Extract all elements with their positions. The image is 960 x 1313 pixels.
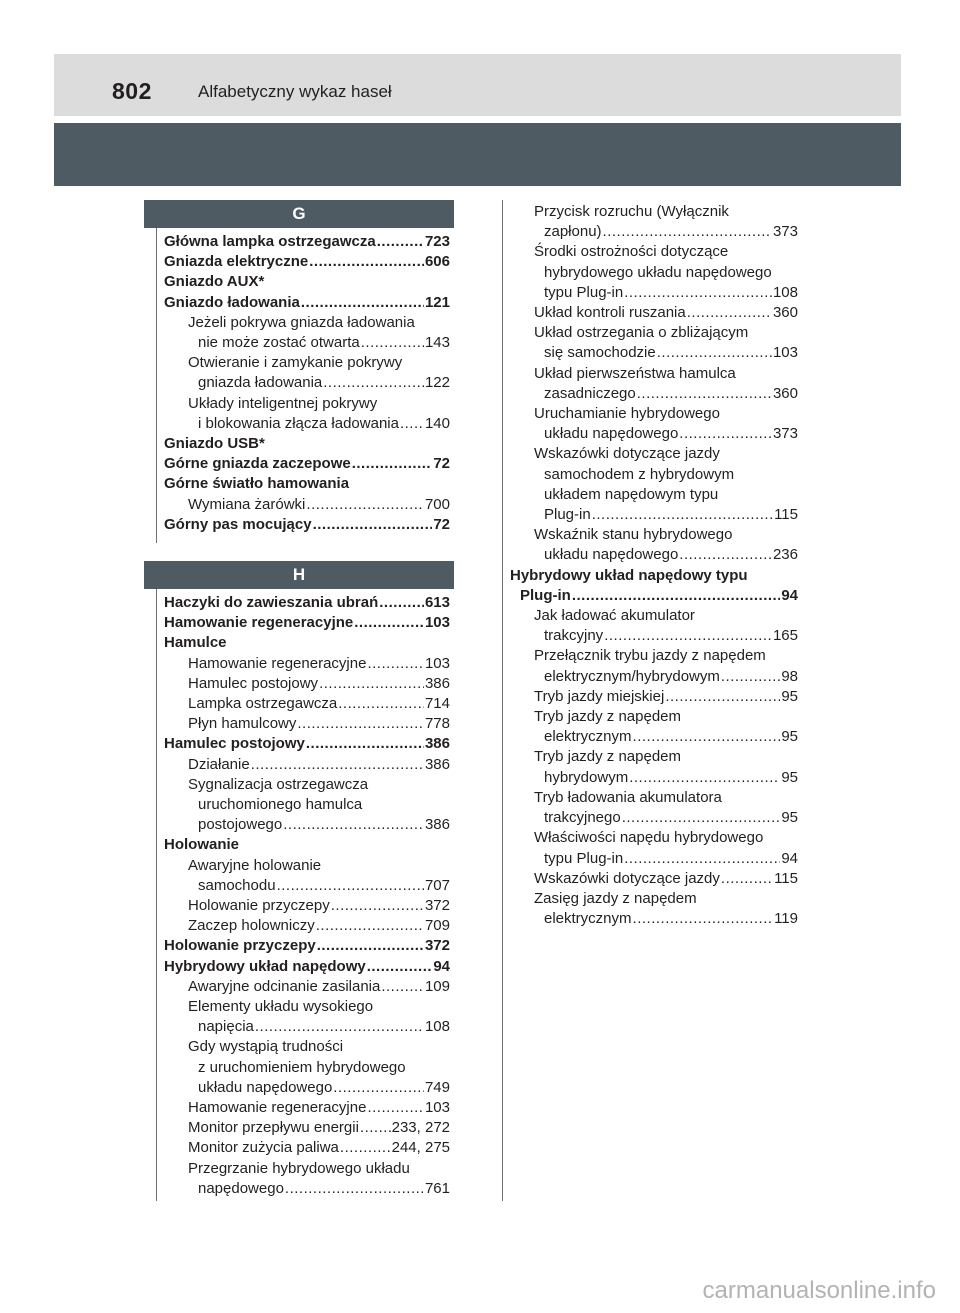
entry-text: Układ pierwszeństwa hamulca	[534, 364, 736, 382]
page-ref: 109	[424, 977, 450, 995]
index-entry	[510, 404, 798, 424]
page-ref: 95	[781, 728, 798, 746]
entry-text: Monitor przepływu energii	[188, 1119, 359, 1137]
entry-text: Otwieranie i zamykanie pokrywy	[188, 354, 403, 372]
entry-text: napięcia	[198, 1018, 254, 1036]
dot-leader	[665, 687, 780, 707]
index-entry	[510, 222, 798, 242]
page-ref: 778	[424, 715, 450, 733]
entry-text: Hamowanie regeneracyjne	[188, 1099, 367, 1117]
entry-text: elektrycznym	[544, 728, 632, 746]
entry-text: Tryb jazdy miejskiej	[534, 687, 665, 705]
index-entry	[164, 434, 450, 454]
entry-text: Hamulce	[164, 634, 227, 652]
column-divider	[502, 200, 503, 1201]
page-title: Alfabetyczny wykaz haseł	[198, 82, 392, 101]
entry-text: i blokowania złącza ładowania	[198, 414, 399, 432]
index-entry	[510, 626, 798, 646]
index-entry	[164, 654, 450, 674]
entry-text: Płyn hamulcowy	[188, 715, 297, 733]
entry-text: Monitor zużycia paliwa	[188, 1139, 339, 1157]
index-entry	[510, 384, 798, 404]
index-entry	[164, 997, 450, 1017]
page-ref: 723	[424, 233, 450, 250]
index-entry	[510, 747, 798, 767]
page-ref: 72	[433, 455, 450, 473]
entry-text: Gniazdo ładowania	[164, 293, 300, 311]
index-entry	[510, 586, 798, 606]
index-entry	[510, 283, 798, 303]
index-entry	[510, 646, 798, 666]
entry-text: samochodem z hybrydowym	[544, 465, 735, 483]
index-entry	[164, 1078, 450, 1098]
page-ref: 121	[424, 293, 450, 311]
entry-text: układu napędowego	[544, 425, 679, 443]
page-ref: 236	[772, 546, 798, 564]
entry-text: Jeżeli pokrywa gniazda ładowania	[188, 313, 415, 331]
dot-leader	[367, 654, 424, 674]
page-ref: 386	[424, 816, 450, 834]
index-entry	[164, 474, 450, 494]
entry-text: Przycisk rozruchu (Wyłącznik	[534, 203, 729, 220]
index-entry	[164, 414, 450, 434]
dot-leader	[301, 293, 424, 313]
index-entry	[164, 1138, 450, 1158]
index-entry	[510, 808, 798, 828]
entry-text: Środki ostrożności dotyczące	[534, 243, 729, 261]
index-column-g	[164, 232, 450, 535]
page-ref: 119	[774, 910, 798, 928]
index-entry	[510, 687, 798, 707]
entry-text: Plug-in	[520, 586, 571, 604]
entry-text: Górne gniazda zaczepowe	[164, 455, 351, 473]
page-ref: 94	[433, 957, 450, 975]
entry-text: Przełącznik trybu jazdy z napędem	[534, 647, 766, 665]
dot-leader	[283, 815, 424, 835]
dot-leader	[572, 586, 780, 606]
index-column-right	[510, 202, 798, 929]
index-entry	[164, 755, 450, 775]
dot-leader	[354, 613, 424, 633]
index-entry	[510, 323, 798, 343]
index-entry	[510, 545, 798, 565]
index-entry	[164, 1017, 450, 1037]
entry-text: układem napędowym typu	[544, 485, 719, 503]
index-entry	[164, 394, 450, 414]
dot-leader	[381, 977, 424, 997]
index-entry	[164, 957, 450, 977]
index-entry	[164, 593, 450, 613]
entry-text: Przegrzanie hybrydowego układu	[188, 1159, 410, 1177]
dot-leader	[319, 674, 424, 694]
index-entry	[164, 613, 450, 633]
entry-text: Hybrydowy układ napędowy	[164, 957, 366, 975]
page-ref: 714	[424, 695, 450, 713]
index-entry	[510, 869, 798, 889]
page-ref: 613	[424, 594, 450, 611]
index-entry	[164, 293, 450, 313]
page-ref: 98	[781, 667, 798, 685]
page-ref: 72	[433, 515, 450, 533]
dot-leader	[637, 384, 772, 404]
index-entry	[164, 876, 450, 896]
dot-leader	[624, 849, 780, 869]
entry-text: Hybrydowy układ napędowy typu	[510, 566, 748, 584]
entry-text: Gniazda elektryczne	[164, 253, 309, 271]
entry-text: Gniazdo USB*	[164, 435, 265, 453]
index-entry	[510, 768, 798, 788]
index-entry	[164, 252, 450, 272]
index-entry	[510, 909, 798, 929]
page-ref: 749	[424, 1078, 450, 1096]
page-ref: 700	[424, 495, 450, 513]
dot-leader	[679, 545, 772, 565]
entry-text: Jak ładować akumulator	[534, 607, 695, 625]
section-header-h: H	[144, 561, 454, 589]
dot-leader	[323, 373, 424, 393]
page-ref: 360	[772, 304, 798, 322]
index-entry	[510, 849, 798, 869]
index-entry	[510, 707, 798, 727]
entry-text: hybrydowego układu napędowego	[544, 263, 772, 281]
dot-leader	[313, 515, 433, 535]
index-entry	[164, 333, 450, 353]
entry-text: Hamowanie regeneracyjne	[164, 614, 354, 632]
entry-text: Hamowanie regeneracyjne	[188, 654, 367, 672]
index-entry	[164, 373, 450, 393]
entry-text: Wskaźnik stanu hybrydowego	[534, 526, 733, 544]
index-entry	[510, 202, 798, 222]
index-entry	[510, 343, 798, 363]
index-entry	[164, 495, 450, 515]
dot-leader	[317, 936, 424, 956]
dot-leader	[333, 1078, 424, 1098]
entry-text: gniazda ładowania	[198, 374, 323, 392]
page-ref: 94	[781, 849, 798, 867]
index-entry	[164, 694, 450, 714]
index-entry	[164, 835, 450, 855]
header-dark-band	[54, 123, 901, 186]
entry-text: Tryb jazdy z napędem	[534, 748, 682, 766]
index-entry	[164, 674, 450, 694]
index-entry	[164, 633, 450, 653]
index-entry	[164, 734, 450, 754]
dot-leader	[379, 593, 424, 613]
index-entry	[164, 795, 450, 815]
index-entry	[164, 454, 450, 474]
dot-leader	[306, 734, 424, 754]
page-ref: 606	[424, 253, 450, 271]
dot-leader	[657, 343, 772, 363]
column-divider	[156, 228, 157, 543]
entry-text: Elementy układu wysokiego	[188, 998, 374, 1016]
entry-text: Układ ostrzegania o zbliżającym	[534, 324, 749, 342]
dot-leader	[624, 283, 772, 303]
dot-leader	[331, 896, 424, 916]
entry-text: Sygnalizacja ostrzegawcza	[188, 775, 369, 793]
entry-text: Holowanie	[164, 836, 240, 854]
entry-text: elektrycznym	[544, 910, 632, 928]
index-entry	[510, 424, 798, 444]
entry-text: Wymiana żarówki	[188, 495, 306, 513]
index-entry	[510, 667, 798, 687]
index-entry	[164, 272, 450, 292]
page-ref: 103	[424, 614, 450, 632]
entry-text: typu Plug-in	[544, 283, 624, 301]
dot-leader	[687, 303, 772, 323]
page-ref: 386	[424, 735, 450, 753]
entry-text: Hamulec postojowy	[188, 674, 319, 692]
page-ref: 103	[772, 344, 798, 362]
dot-leader	[352, 454, 433, 474]
entry-text: Awaryjne odcinanie zasilania	[188, 977, 381, 995]
entry-text: Holowanie przyczepy	[164, 937, 316, 955]
index-entry	[510, 465, 798, 485]
entry-text: Uruchamianie hybrydowego	[534, 405, 720, 423]
page-ref: 103	[424, 1099, 450, 1117]
index-entry	[510, 444, 798, 464]
page-ref: 372	[424, 937, 450, 955]
dot-leader	[629, 768, 780, 788]
entry-text: uruchomionego hamulca	[198, 796, 363, 814]
entry-text: typu Plug-in	[544, 849, 624, 867]
page-ref: 95	[781, 768, 798, 786]
dot-leader	[251, 755, 424, 775]
page-ref: 373	[772, 425, 798, 443]
index-entry	[164, 815, 450, 835]
index-entry	[510, 505, 798, 525]
index-entry	[164, 515, 450, 535]
entry-text: Gdy wystąpią trudności	[188, 1038, 344, 1056]
page-ref: 103	[424, 654, 450, 672]
page-ref: 108	[772, 283, 798, 301]
entry-text: Górny pas mocujący	[164, 515, 312, 533]
page-ref: 95	[781, 687, 798, 705]
index-entry	[164, 916, 450, 936]
index-entry	[510, 485, 798, 505]
index-entry	[164, 714, 450, 734]
index-entry	[510, 788, 798, 808]
section-header-g: G	[144, 200, 454, 228]
page-ref: 373	[772, 223, 798, 241]
dot-leader	[361, 333, 424, 353]
entry-text: Plug-in	[544, 506, 591, 524]
entry-text: Właściwości napędu hybrydowego	[534, 829, 764, 847]
index-entry	[164, 1118, 450, 1138]
index-entry	[164, 353, 450, 373]
index-entry	[510, 889, 798, 909]
index-entry	[510, 525, 798, 545]
dot-leader	[338, 694, 424, 714]
column-divider	[156, 589, 157, 1201]
entry-text: Lampka ostrzegawcza	[188, 695, 338, 713]
entry-text: Zasięg jazdy z napędem	[534, 889, 697, 907]
dot-leader	[622, 808, 781, 828]
page-ref: 115	[774, 506, 798, 524]
index-entry	[510, 364, 798, 384]
watermark: carmanualsonline.info	[702, 1277, 936, 1304]
entry-text: z uruchomieniem hybrydowego	[198, 1058, 406, 1076]
dot-leader	[604, 626, 772, 646]
entry-text: Zaczep holowniczy	[188, 917, 315, 935]
entry-text: Hamulec postojowy	[164, 735, 305, 753]
entry-text: elektrycznym/hybrydowym	[544, 667, 720, 685]
entry-text: trakcyjnego	[544, 809, 621, 827]
dot-leader	[633, 727, 781, 747]
dot-leader	[400, 414, 424, 434]
dot-leader	[592, 505, 773, 525]
dot-leader	[255, 1017, 424, 1037]
index-entry	[164, 232, 450, 252]
page-ref: 244, 275	[391, 1139, 450, 1157]
index-entry	[164, 1058, 450, 1078]
entry-text: Układ kontroli ruszania	[534, 304, 686, 322]
entry-text: Układy inteligentnej pokrywy	[188, 394, 378, 412]
dot-leader	[309, 252, 424, 272]
entry-text: zasadniczego	[544, 384, 636, 402]
page-ref: 386	[424, 674, 450, 692]
page-number: 802	[112, 78, 152, 104]
page-ref: 143	[424, 334, 450, 352]
dot-leader	[367, 957, 433, 977]
entry-text: Górne światło hamowania	[164, 475, 350, 493]
dot-leader	[277, 876, 424, 896]
entry-text: napędowego	[198, 1179, 284, 1197]
index-entry	[164, 1098, 450, 1118]
entry-text: Tryb jazdy z napędem	[534, 708, 682, 726]
page-ref: 360	[772, 384, 798, 402]
page-ref: 108	[424, 1018, 450, 1036]
page-ref: 233, 272	[391, 1119, 450, 1137]
page-ref: 94	[781, 586, 798, 604]
index-entry	[510, 263, 798, 283]
entry-text: postojowego	[198, 816, 283, 834]
dot-leader	[679, 424, 772, 444]
index-entry	[164, 896, 450, 916]
dot-leader	[285, 1179, 424, 1199]
dot-leader	[377, 232, 424, 252]
entry-text: Działanie	[188, 755, 250, 773]
index-entry	[510, 606, 798, 626]
index-entry	[510, 828, 798, 848]
index-entry	[510, 566, 798, 586]
entry-text: Główna lampka ostrzegawcza	[164, 233, 376, 250]
entry-text: trakcyjny	[544, 627, 604, 645]
dot-leader	[306, 495, 424, 515]
dot-leader	[721, 869, 773, 889]
entry-text: Awaryjne holowanie	[188, 856, 322, 874]
dot-leader	[603, 222, 772, 242]
index-entry	[510, 303, 798, 323]
dot-leader	[297, 714, 424, 734]
index-entry	[164, 1037, 450, 1057]
entry-text: hybrydowym	[544, 768, 629, 786]
page-ref: 165	[772, 627, 798, 645]
page-ref: 386	[424, 755, 450, 773]
dot-leader	[367, 1098, 424, 1118]
page-ref: 709	[424, 917, 450, 935]
index-entry	[164, 1159, 450, 1179]
index-entry	[164, 775, 450, 795]
dot-leader	[721, 667, 780, 687]
index-entry	[510, 727, 798, 747]
entry-text: Holowanie przyczepy	[188, 897, 330, 915]
index-entry	[164, 1179, 450, 1199]
entry-text: Tryb ładowania akumulatora	[534, 788, 722, 806]
index-entry	[510, 242, 798, 262]
dot-leader	[360, 1118, 391, 1138]
entry-text: zapłonu)	[544, 223, 602, 241]
entry-text: Gniazdo AUX*	[164, 273, 265, 291]
entry-text: nie może zostać otwarta	[198, 334, 360, 352]
index-entry	[164, 977, 450, 997]
index-entry	[164, 936, 450, 956]
entry-text: samochodu	[198, 876, 276, 894]
entry-text: Wskazówki dotyczące jazdy	[534, 445, 720, 463]
page-ref: 140	[424, 414, 450, 432]
entry-text: układu napędowego	[544, 546, 679, 564]
page-ref: 372	[424, 897, 450, 915]
dot-leader	[316, 916, 424, 936]
entry-text: Wskazówki dotyczące jazdy	[534, 869, 720, 887]
dot-leader	[633, 909, 774, 929]
page-ref: 761	[424, 1179, 450, 1197]
page-ref: 115	[774, 869, 798, 887]
header-band	[54, 54, 901, 116]
entry-text: układu napędowego	[198, 1078, 333, 1096]
entry-text: się samochodzie	[544, 344, 656, 362]
page-ref: 122	[424, 374, 450, 392]
entry-text: Haczyki do zawieszania ubrań	[164, 594, 379, 611]
page-ref: 707	[424, 876, 450, 894]
index-entry	[164, 856, 450, 876]
dot-leader	[340, 1138, 391, 1158]
page-ref: 95	[781, 809, 798, 827]
index-column-h	[164, 593, 450, 1199]
index-entry	[164, 313, 450, 333]
